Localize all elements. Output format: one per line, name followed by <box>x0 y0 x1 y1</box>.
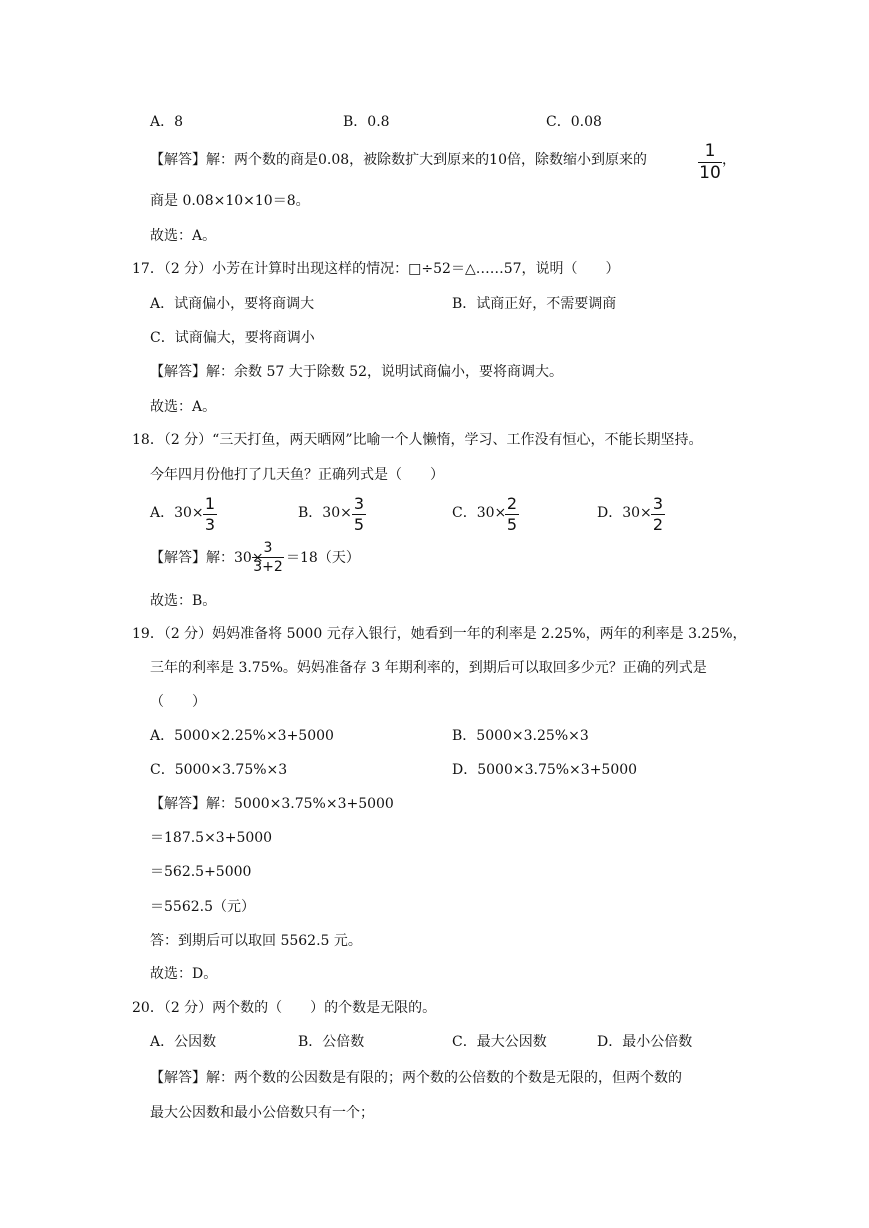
q20-option-b: B．公倍数 <box>298 1034 365 1050</box>
q17-choice: 故选：A。 <box>150 399 217 415</box>
q16-option-a: A．8 <box>150 114 184 130</box>
q20-option-d: D．最小公倍数 <box>597 1034 693 1050</box>
fraction-numerator: 3 <box>252 541 284 558</box>
q18-option-d-fraction <box>651 496 665 533</box>
q18-option-a-prefix: A．30× <box>150 505 204 521</box>
q16-choice: 故选：A。 <box>150 228 217 244</box>
fraction-numerator: 1 <box>204 494 216 513</box>
q18-answer-prefix: 【解答】解：30× <box>150 550 264 566</box>
q19-stem-line1: 19．（2 分）妈妈准备将 5000 元存入银行，她看到一年的利率是 2.25%，两年的利率是 3.25%， <box>132 626 747 642</box>
fraction-denominator: 10 <box>699 163 721 183</box>
q18-answer-suffix: ＝18（天） <box>286 550 360 566</box>
q18-option-c-fraction <box>505 496 519 533</box>
fraction-numerator: 2 <box>506 494 518 513</box>
q20-stem: 20．（2 分）两个数的（ ）的个数是无限的。 <box>132 1000 437 1016</box>
q19-option-d: D．5000×3.75%×3+5000 <box>452 762 638 778</box>
q19-option-b: B．5000×3.25%×3 <box>452 728 589 744</box>
q20-answer-line1: 【解答】解：两个数的公因数是有限的；两个数的公倍数的个数是无限的，但两个数的 <box>150 1070 682 1086</box>
fraction-denominator: 3 <box>204 515 216 534</box>
q19-choice: 故选：D。 <box>150 966 218 982</box>
q17-answer: 【解答】解：余数 57 大于除数 52，说明试商偏小，要将商调大。 <box>150 364 563 380</box>
q17-option-c: C．试商偏大，要将商调小 <box>150 330 315 346</box>
q16-option-c: C．0.08 <box>546 114 602 130</box>
fraction-denominator: 5 <box>506 515 518 534</box>
q19-stem-line3: （ ） <box>150 694 206 710</box>
q19-answer-conclusion: 答：到期后可以取回 5562.5 元。 <box>150 933 362 949</box>
fraction-numerator: 3 <box>353 494 365 513</box>
q19-stem-line2: 三年的利率是 3.75%。妈妈准备存 3 年期利率的，到期后可以取回多少元？正确的列式是 <box>150 660 707 676</box>
q16-answer-fraction <box>698 143 722 182</box>
q19-option-c: C．5000×3.75%×3 <box>150 762 288 778</box>
q16-answer-line2: 商是 0.08×10×10＝8。 <box>150 193 310 209</box>
q17-option-a: A．试商偏小，要将商调大 <box>150 296 315 312</box>
fraction-numerator: 1 <box>698 143 722 163</box>
q18-choice: 故选：B。 <box>150 593 217 609</box>
q19-answer-step: ＝5562.5（元） <box>150 899 255 915</box>
q19-answer-step: ＝562.5+5000 <box>150 864 252 880</box>
q19-option-a: A．5000×2.25%×3+5000 <box>150 728 334 744</box>
q17-option-b: B．试商正好，不需要调商 <box>452 296 617 312</box>
q18-option-c-prefix: C．30× <box>452 505 507 521</box>
q18-stem-line1: 18．（2 分）“三天打鱼，两天晒网”比喻一个人懒惰，学习、工作没有恒心，不能长期坚持。 <box>132 432 703 448</box>
q18-option-b-fraction <box>352 496 366 533</box>
fraction-numerator: 3 <box>652 494 664 513</box>
q16-option-b: B．0.8 <box>343 114 390 130</box>
q16-answer-line1: 【解答】解：两个数的商是0.08，被除数扩大到原来的10倍，除数缩小到原来的 <box>150 152 647 168</box>
q18-stem-line2: 今年四月份他打了几天鱼？正确列式是（ ） <box>150 467 444 483</box>
q18-answer-fraction <box>252 541 284 574</box>
q20-answer-line2: 最大公因数和最小公倍数只有一个； <box>150 1105 374 1121</box>
q19-answer-step: ＝187.5×3+5000 <box>150 830 273 846</box>
fraction-denominator: 3+2 <box>253 559 283 575</box>
q20-option-a: A．公因数 <box>150 1034 217 1050</box>
q19-answer-step: 【解答】解：5000×3.75%×3+5000 <box>150 796 394 812</box>
fraction-denominator: 5 <box>353 515 365 534</box>
q18-option-b-prefix: B．30× <box>298 505 352 521</box>
q18-option-a-fraction <box>203 496 217 533</box>
q17-stem: 17．（2 分）小芳在计算时出现这样的情况：□÷52＝△……57，说明（ ） <box>132 261 620 277</box>
q20-option-c: C．最大公因数 <box>452 1034 547 1050</box>
fraction-denominator: 2 <box>652 515 664 534</box>
q16-answer-tail: ， <box>722 152 736 168</box>
q18-option-d-prefix: D．30× <box>597 505 652 521</box>
